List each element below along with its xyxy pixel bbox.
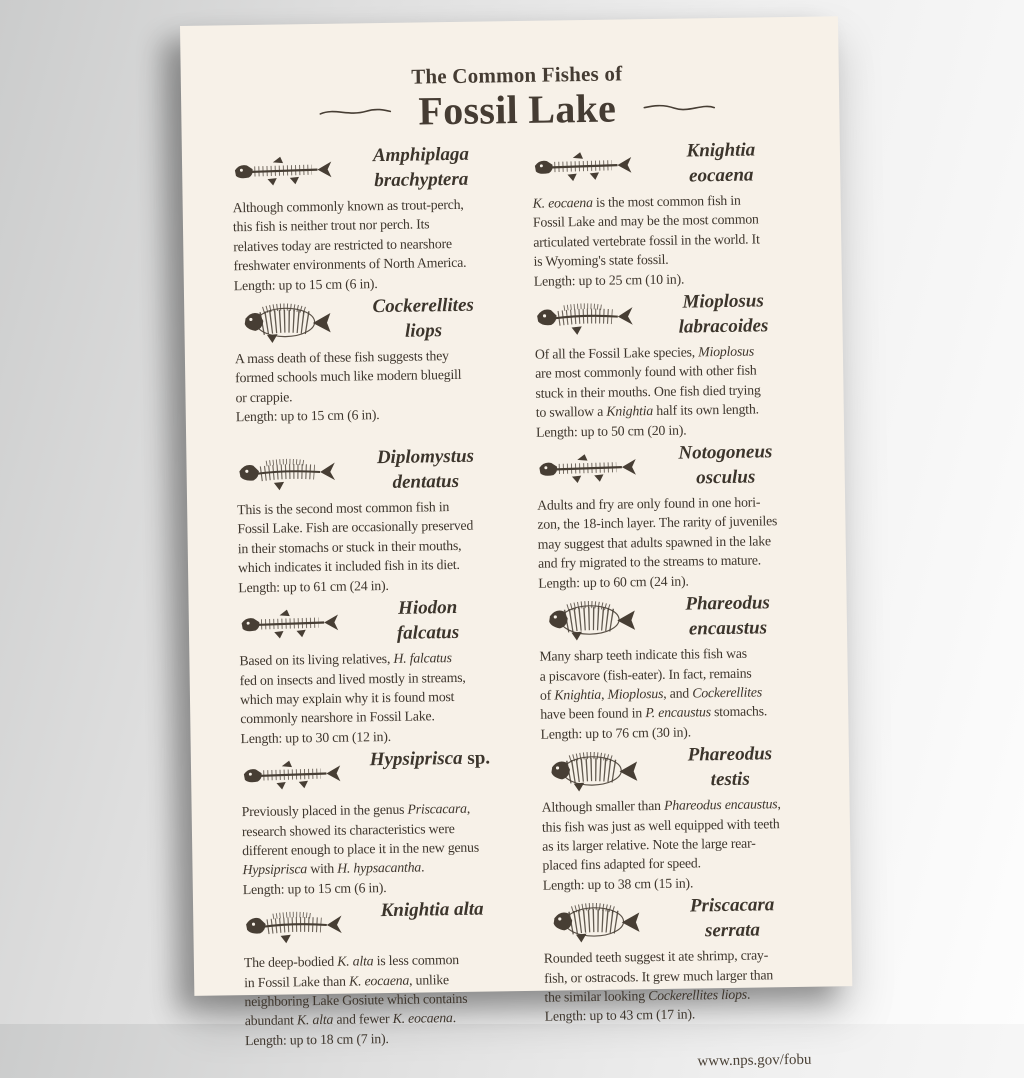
mioplosus-labracoides-medium-skeleton-illustration xyxy=(534,294,637,342)
species-entry-phareodus-testis xyxy=(541,740,815,895)
species-description: The deep-bodied K. alta is less common in Fossil Lake than K. eocaena, unlike neighboring Lake Gosiute which contains abundant K. alta and fewer K. eocaena. Length: up to 18 cm (7 in). xyxy=(244,949,517,1050)
species-entry-mioplosus-labracoides xyxy=(534,287,808,442)
species-name: Knightia alta xyxy=(380,898,484,922)
species-entry-notogoneus-osculus xyxy=(536,438,810,593)
footer-url: www.nps.gov/fobu xyxy=(697,1051,812,1070)
species-entry-diplomystus-dentatus xyxy=(236,442,510,597)
species-length: Length: up to 50 cm (20 in). xyxy=(535,422,687,440)
species-length: Length: up to 15 cm (6 in). xyxy=(233,275,378,293)
cockerellites-liops-deep-skeleton-illustration xyxy=(234,299,337,347)
species-entry-hiodon-falcatus xyxy=(238,593,512,748)
species-length: Length: up to 15 cm (6 in). xyxy=(242,879,387,897)
hiodon-falcatus-slender-skeleton-illustration xyxy=(239,601,342,649)
species-length: Length: up to 15 cm (6 in). xyxy=(235,407,380,425)
species-entry-knightia-eocaena xyxy=(532,136,806,291)
title-subheading: The Common Fishes of xyxy=(411,61,623,89)
notogoneus-osculus-slender-skeleton-illustration xyxy=(536,445,639,493)
species-name: Amphiplaga brachyptera xyxy=(372,143,470,192)
species-length: Length: up to 25 cm (10 in). xyxy=(533,271,685,289)
fossil-lake-card xyxy=(180,16,852,1070)
species-description: Although commonly known as trout-perch, this fish is neither trout nor perch. Its relatives today are restricted to nearshore freshwater environments of North America. Length: up to 15 cm (6 in). xyxy=(233,194,506,295)
species-description: Previously placed in the genus Priscacara, research showed its characteristics were different enough to place it in the new genus Hypsiprisca with H. hypsacantha. Length: up to 15 cm (6 in). xyxy=(242,798,515,899)
species-name: Notogoneus osculus xyxy=(678,441,773,489)
species-description: This is the second most common fish in Fossil Lake. Fish are occasionally preserved in their stomachs or stuck in their mouths, which indicates it included fish in its diet. Length: up to 61 cm (24 in). xyxy=(237,496,510,597)
species-entry-hypsiprisca-sp xyxy=(241,744,515,899)
knightia-alta-medium-skeleton-illustration xyxy=(243,903,346,951)
knightia-eocaena-slender-skeleton-illustration xyxy=(532,143,635,191)
amphiplaga-brachyptera-slender-skeleton-illustration xyxy=(232,148,335,196)
species-row-6 xyxy=(243,891,817,1051)
species-row-4 xyxy=(238,589,812,749)
species-description: K. eocaena is the most common fish in Fossil Lake and may be the most common articulated vertebrate fossil in the world. It is Wyoming's state fossil. Length: up to 25 cm (10 in). xyxy=(533,190,806,291)
species-description: Adults and fry are only found in one hori- zon, the 18-inch layer. The rarity of juveniles may suggest that adults spawned in the lake and fry migrated to the streams to mature. Length: up to 60 cm (24 in). xyxy=(537,492,810,593)
species-length: Length: up to 76 cm (30 in). xyxy=(540,724,691,742)
species-name: Hiodon falcatus xyxy=(396,597,460,644)
species-row-5 xyxy=(241,740,815,900)
species-name: Priscacara serrata xyxy=(689,894,775,942)
species-length: Length: up to 18 cm (7 in). xyxy=(244,1030,389,1048)
species-grid xyxy=(232,136,817,1051)
species-entry-amphiplaga-brachyptera xyxy=(232,140,506,295)
wave-flourish-icon xyxy=(642,100,716,115)
species-name: Cockerellites liops xyxy=(372,294,474,342)
species-entry-knightia-alta xyxy=(243,895,517,1050)
priscacara-serrata-deep-skeleton-illustration xyxy=(543,898,646,946)
species-description: Many sharp teeth indicate this fish was a piscavore (fish-eater). In fact, remains of Knightia, Mioplosus, and Cockerellites have been found in P. encaustus stomachs. Length: up to 76 cm (30 in). xyxy=(539,643,812,744)
species-length: Length: up to 43 cm (17 in). xyxy=(544,1006,696,1025)
species-length: Length: up to 61 cm (24 in). xyxy=(238,577,389,595)
species-name: Phareodus testis xyxy=(687,743,773,791)
species-row-3 xyxy=(236,438,810,598)
wave-flourish-icon xyxy=(318,105,392,120)
species-description: Of all the Fossil Lake species, Mioplosus are most commonly found with other fish stuck in their mouths. One fish died trying to swallow a Knightia half its own length. Length: up to 50 cm (20 in). xyxy=(535,341,808,442)
phareodus-encaustus-deep-skeleton-illustration xyxy=(539,596,642,644)
species-name: Diplomystus dentatus xyxy=(376,445,475,493)
species-name: Hypsiprisca sp. xyxy=(369,747,491,771)
species-entry-cockerellites-liops xyxy=(234,291,508,427)
species-description: Based on its living relatives, H. falcatus fed on insects and lived mostly in streams, which may explain why it is found most commonly nearshore in Fossil Lake. Length: up to 30 cm (12 in). xyxy=(239,647,512,748)
diplomystus-dentatus-medium-skeleton-illustration xyxy=(236,450,339,498)
species-entry-phareodus-encaustus xyxy=(538,589,812,744)
page-title: Fossil Lake xyxy=(418,85,617,134)
species-entry-priscacara-serrata xyxy=(543,891,817,1027)
species-name: Phareodus encaustus xyxy=(685,592,771,640)
species-description: Although smaller than Phareodus encaustus, this fish was just as well equipped with teeth as its larger relative. Note the large rear- placed fins adapted for speed. Length: up to 38 cm (15 in). xyxy=(541,794,814,895)
card-header xyxy=(231,59,804,136)
species-description: Rounded teeth suggest it ate shrimp, cray- fish, or ostracods. It grew much larger than the similar looking Cockerellites liops. Length: up to 43 cm (17 in). xyxy=(544,945,817,1027)
species-row-2 xyxy=(234,287,808,447)
species-row-1 xyxy=(232,136,806,296)
species-length: Length: up to 30 cm (12 in). xyxy=(240,728,392,746)
hypsiprisca-sp-slender-skeleton-illustration xyxy=(241,752,344,800)
species-description: A mass death of these fish suggests they formed schools much like modern bluegill or crappie. Length: up to 15 cm (6 in). xyxy=(235,345,508,427)
phareodus-testis-deep-skeleton-illustration xyxy=(541,747,644,795)
species-length: Length: up to 38 cm (15 in). xyxy=(542,875,694,893)
species-name: Knightia eocaena xyxy=(686,139,756,187)
species-length: Length: up to 60 cm (24 in). xyxy=(538,573,689,591)
species-name: Mioplosus labracoides xyxy=(678,290,769,338)
